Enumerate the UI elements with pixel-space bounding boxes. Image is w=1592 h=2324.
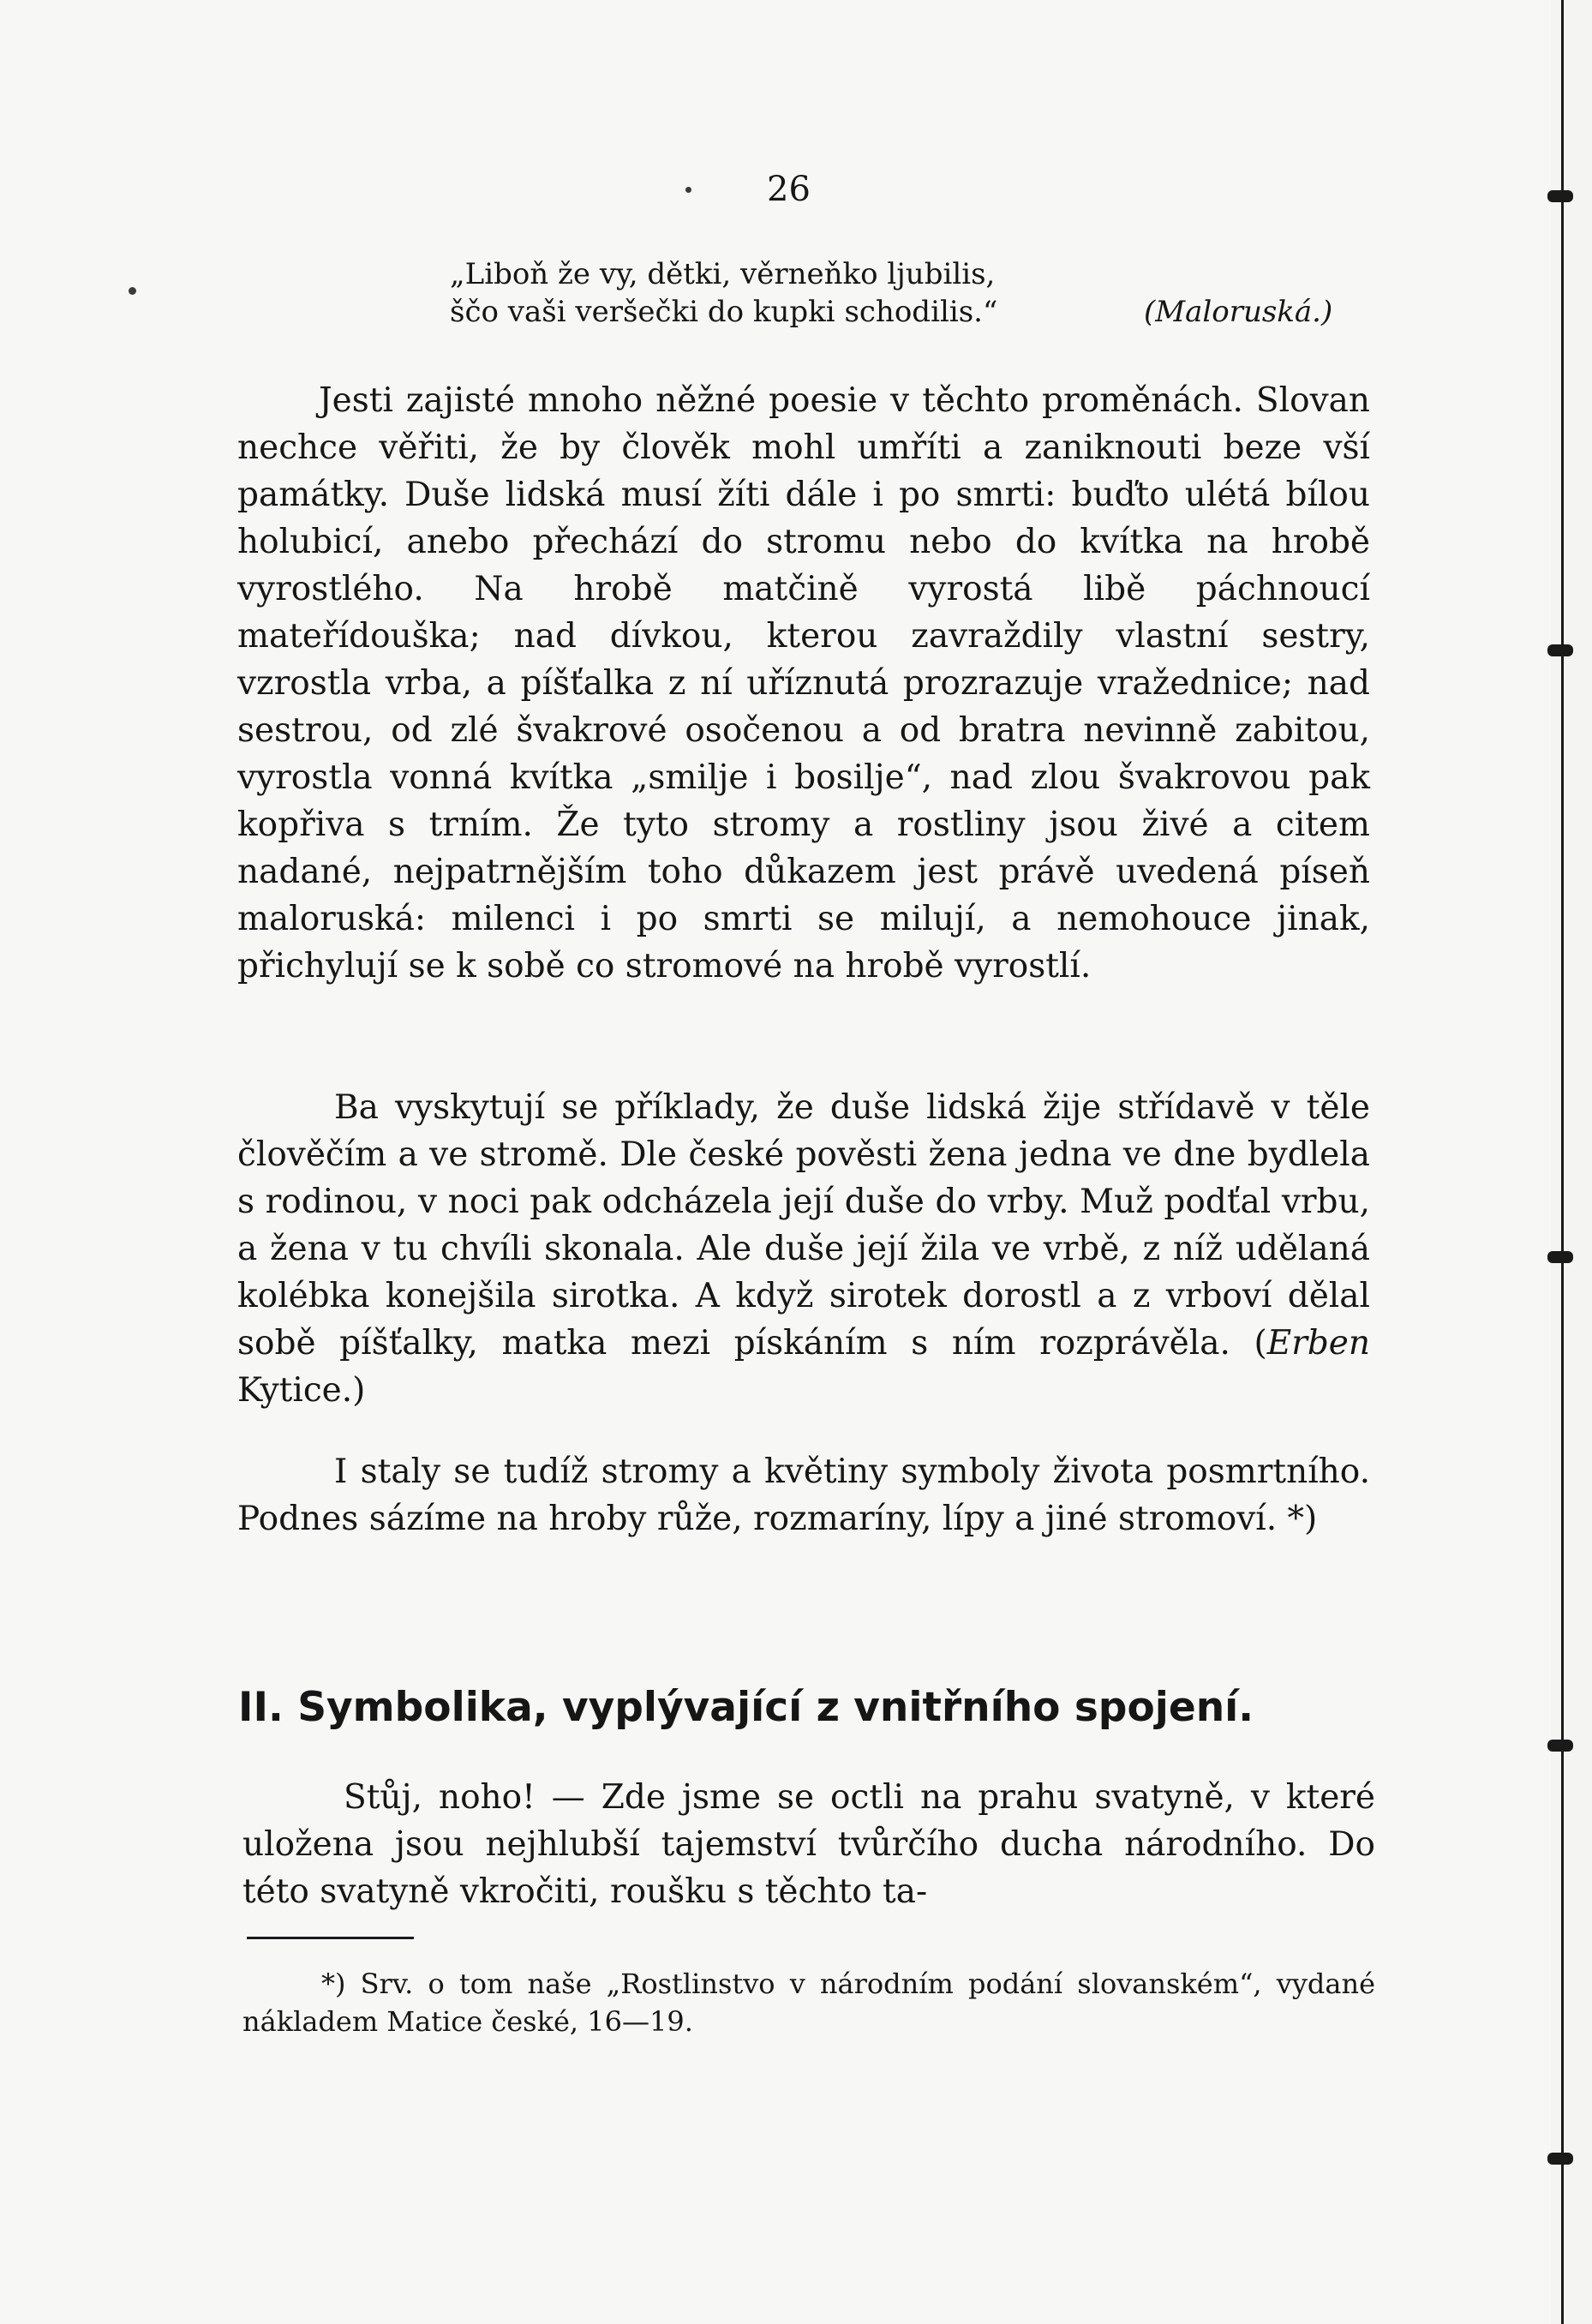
citation-work: Kytice.) bbox=[237, 1371, 366, 1410]
section-heading: II. Symbolika, vyplývající z vnitřního spojení. bbox=[238, 1684, 1254, 1731]
paragraph-2-text: Ba vyskytují se příklady, že duše lidská žije střídavě v těle člověčím a ve stromě. Dle české pověsti žena jedna ve dne bydlela s rodinou, v noci pak odcházela její duše do vrby. Muž podťal vrbu, a žena v tu chvíli skonala. Ale duše její žila ve vrbě, z níž udělaná kolébka konejšila sirotka. A když sirotek dorostl a z vrboví dělal sobě píšťalky, matka mezi pískáním s ním rozprávěla. bbox=[237, 1088, 1370, 1363]
binding-edge-line bbox=[1561, 0, 1564, 2324]
paragraph-3 bbox=[237, 1448, 1370, 1542]
citation-author: Erben bbox=[1266, 1324, 1370, 1363]
binding-clip-mark bbox=[1547, 644, 1573, 656]
verse-line-2: ščo vaši veršečki do kupki schodilis.“ bbox=[450, 295, 998, 329]
scan-speck bbox=[685, 187, 691, 193]
page-number: 26 bbox=[767, 170, 811, 209]
paragraph-2 bbox=[237, 1084, 1370, 1414]
scan-speck bbox=[129, 287, 136, 295]
binding-clip-mark bbox=[1547, 190, 1573, 202]
footnote-divider bbox=[247, 1937, 414, 1939]
paragraph-1: Jesti zajisté mnoho něžné poesie v těchto proměnách. Slovan nechce věřiti, že by člověk mohl umříti a zaniknouti beze vší památky. Duše lidská musí žíti dále i po smrti: buďto ulétá bílou holubicí, anebo přechází do stromu nebo do kvítka na hrobě vyrostlého. Na hrobě matčině vyrostá libě páchnoucí mateřídouška; nad dívkou, kterou zavraždily vlastní sestry, vzrostla vrba, a píšťalka z ní uříznutá prozrazuje vražednice; nad sestrou, od zlé švakrové osočenou a od bratra nevinně zabitou, vyrostla vonná kvítka „smilje i bosilje“, nad zlou švakrovou pak kopřiva s trním. Že tyto stromy a rostliny jsou živé a citem nadané, nejpatrnějším toho důkazem jest právě uvedená píseň maloruská: milenci i po smrti se milují, a nemohouce jinak, přichylují se k sobě co stromové na hrobě vyrostlí. bbox=[237, 381, 1370, 985]
footnote-marker: *) bbox=[1277, 1500, 1318, 1538]
binding-edge bbox=[1551, 0, 1592, 2324]
verse-attribution: (Maloruská.) bbox=[1144, 295, 1333, 329]
footnote: *) Srv. o tom naše „Rostlinstvo v národním podání slovanském“, vydané nákladem Matice české, 16—19. bbox=[242, 1968, 1375, 2038]
verse-quote bbox=[450, 255, 1333, 331]
verse-line-1: „Liboň že vy, dětki, věrneňko ljubilis, bbox=[450, 257, 996, 291]
citation-open: ( bbox=[1254, 1324, 1267, 1363]
binding-clip-mark bbox=[1547, 1740, 1573, 1752]
binding-clip-mark bbox=[1547, 1251, 1573, 1263]
binding-clip-mark bbox=[1547, 2153, 1573, 2165]
paragraph-3-text: I staly se tudíž stromy a květiny symboly života posmrtního. Podnes sázíme na hroby růže, rozmaríny, lípy a jiné stromoví. bbox=[237, 1452, 1370, 1538]
paragraph-4: Stůj, noho! — Zde jsme se octli na prahu svatyně, v které uložena jsou nejhlubší tajemství tvůrčího ducha národního. Do této svatyně vkročiti, roušku s těchto ta- bbox=[242, 1778, 1375, 1911]
